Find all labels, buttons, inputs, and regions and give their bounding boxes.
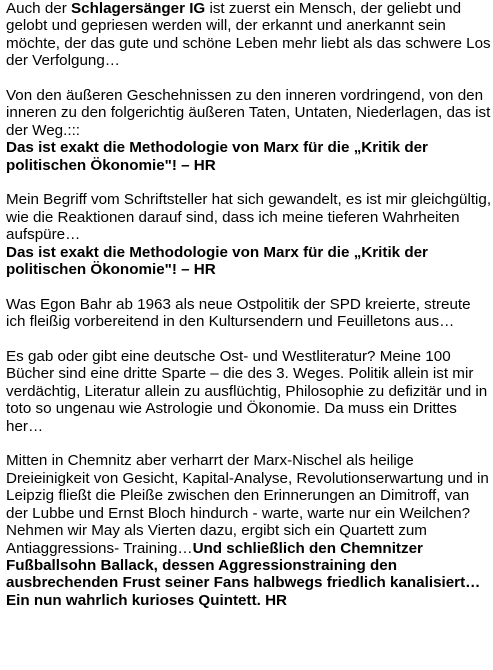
paragraph-5 (6, 348, 492, 435)
paragraph-2-comment: Das ist exakt die Methodologie von Marx für die „Kritik der politischen Ökonomie"! – HR (6, 139, 428, 174)
paragraph-6 (6, 452, 492, 609)
paragraph-3-text: Mein Begriff vom Schriftsteller hat sich gewandelt, es ist mir gleichgültig, wie die Reaktionen darauf sind, dass ich meine tieferen Wahrheiten aufspüre… (6, 191, 492, 244)
paragraph-5-text: Es gab oder gibt eine deutsche Ost- und Westliteratur? Meine 100 Bücher sind eine dritte Sparte – die des 3. Weges. Politik allein ist mir verdächtig, Literatur allein zu ausflüchtig, Philosophie zu defizitär und in toto so ungenau wie Astrologie und Ökonomie. Da muss ein Drittes her… (6, 348, 488, 435)
paragraph-2 (6, 87, 492, 174)
paragraph-1-intro: Auch der (6, 0, 72, 17)
paragraph-1 (6, 0, 492, 70)
paragraph-4-text: Was Egon Bahr ab 1963 als neue Ostpolitik der SPD kreierte, streute ich fleißig vorbereitend in den Kultursendern und Feuilletons aus… (6, 295, 471, 331)
paragraph-3-comment: Das ist exakt die Methodologie von Marx für die „Kritik der politischen Ökonomie"! – HR (6, 243, 428, 279)
paragraph-4 (6, 296, 492, 331)
paragraph-2-text: Von den äußeren Geschehnissen zu den inneren vordringend, von den inneren zu den folgerichtig äußeren Taten, Untaten, Niederlagen, das ist der Weg.::: (6, 87, 491, 139)
paragraph-6-comment: Und schließlich den Chemnitzer Fußballsohn Ballack, dessen Aggressionstraining den ausbrechenden Frust seiner Fans halbwegs friedlich kanalisiert… Ein nun wahrlich kurioses Quintett. HR (6, 539, 481, 609)
paragraph-1-subject: Schlagersänger IG (71, 0, 206, 17)
paragraph-6-text: Mitten in Chemnitz aber verharrt der Marx-Nischel als heilige Dreieinigkeit von Gesicht, Kapital-Analyse, Revolutionserwartung und in Leipzig fließt die Pleiße zwischen den Erinnerungen an Dimitroff, van der Lubbe und Ernst Bloch hindurch - warte, warte nur ein Weilchen? Nehmen wir May als Vierten dazu, ergibt sich ein Quartett zum Antiaggressions- Training… (6, 452, 489, 557)
document-page (6, 0, 492, 609)
paragraph-1-text: ist zuerst ein Mensch, der geliebt und gelobt und gepriesen werden will, der erkannt und anerkannt sein möchte, der das gute und schöne Leben mehr liebt als das schwere Los der Verfolgung… (6, 0, 491, 70)
paragraph-3 (6, 191, 492, 278)
